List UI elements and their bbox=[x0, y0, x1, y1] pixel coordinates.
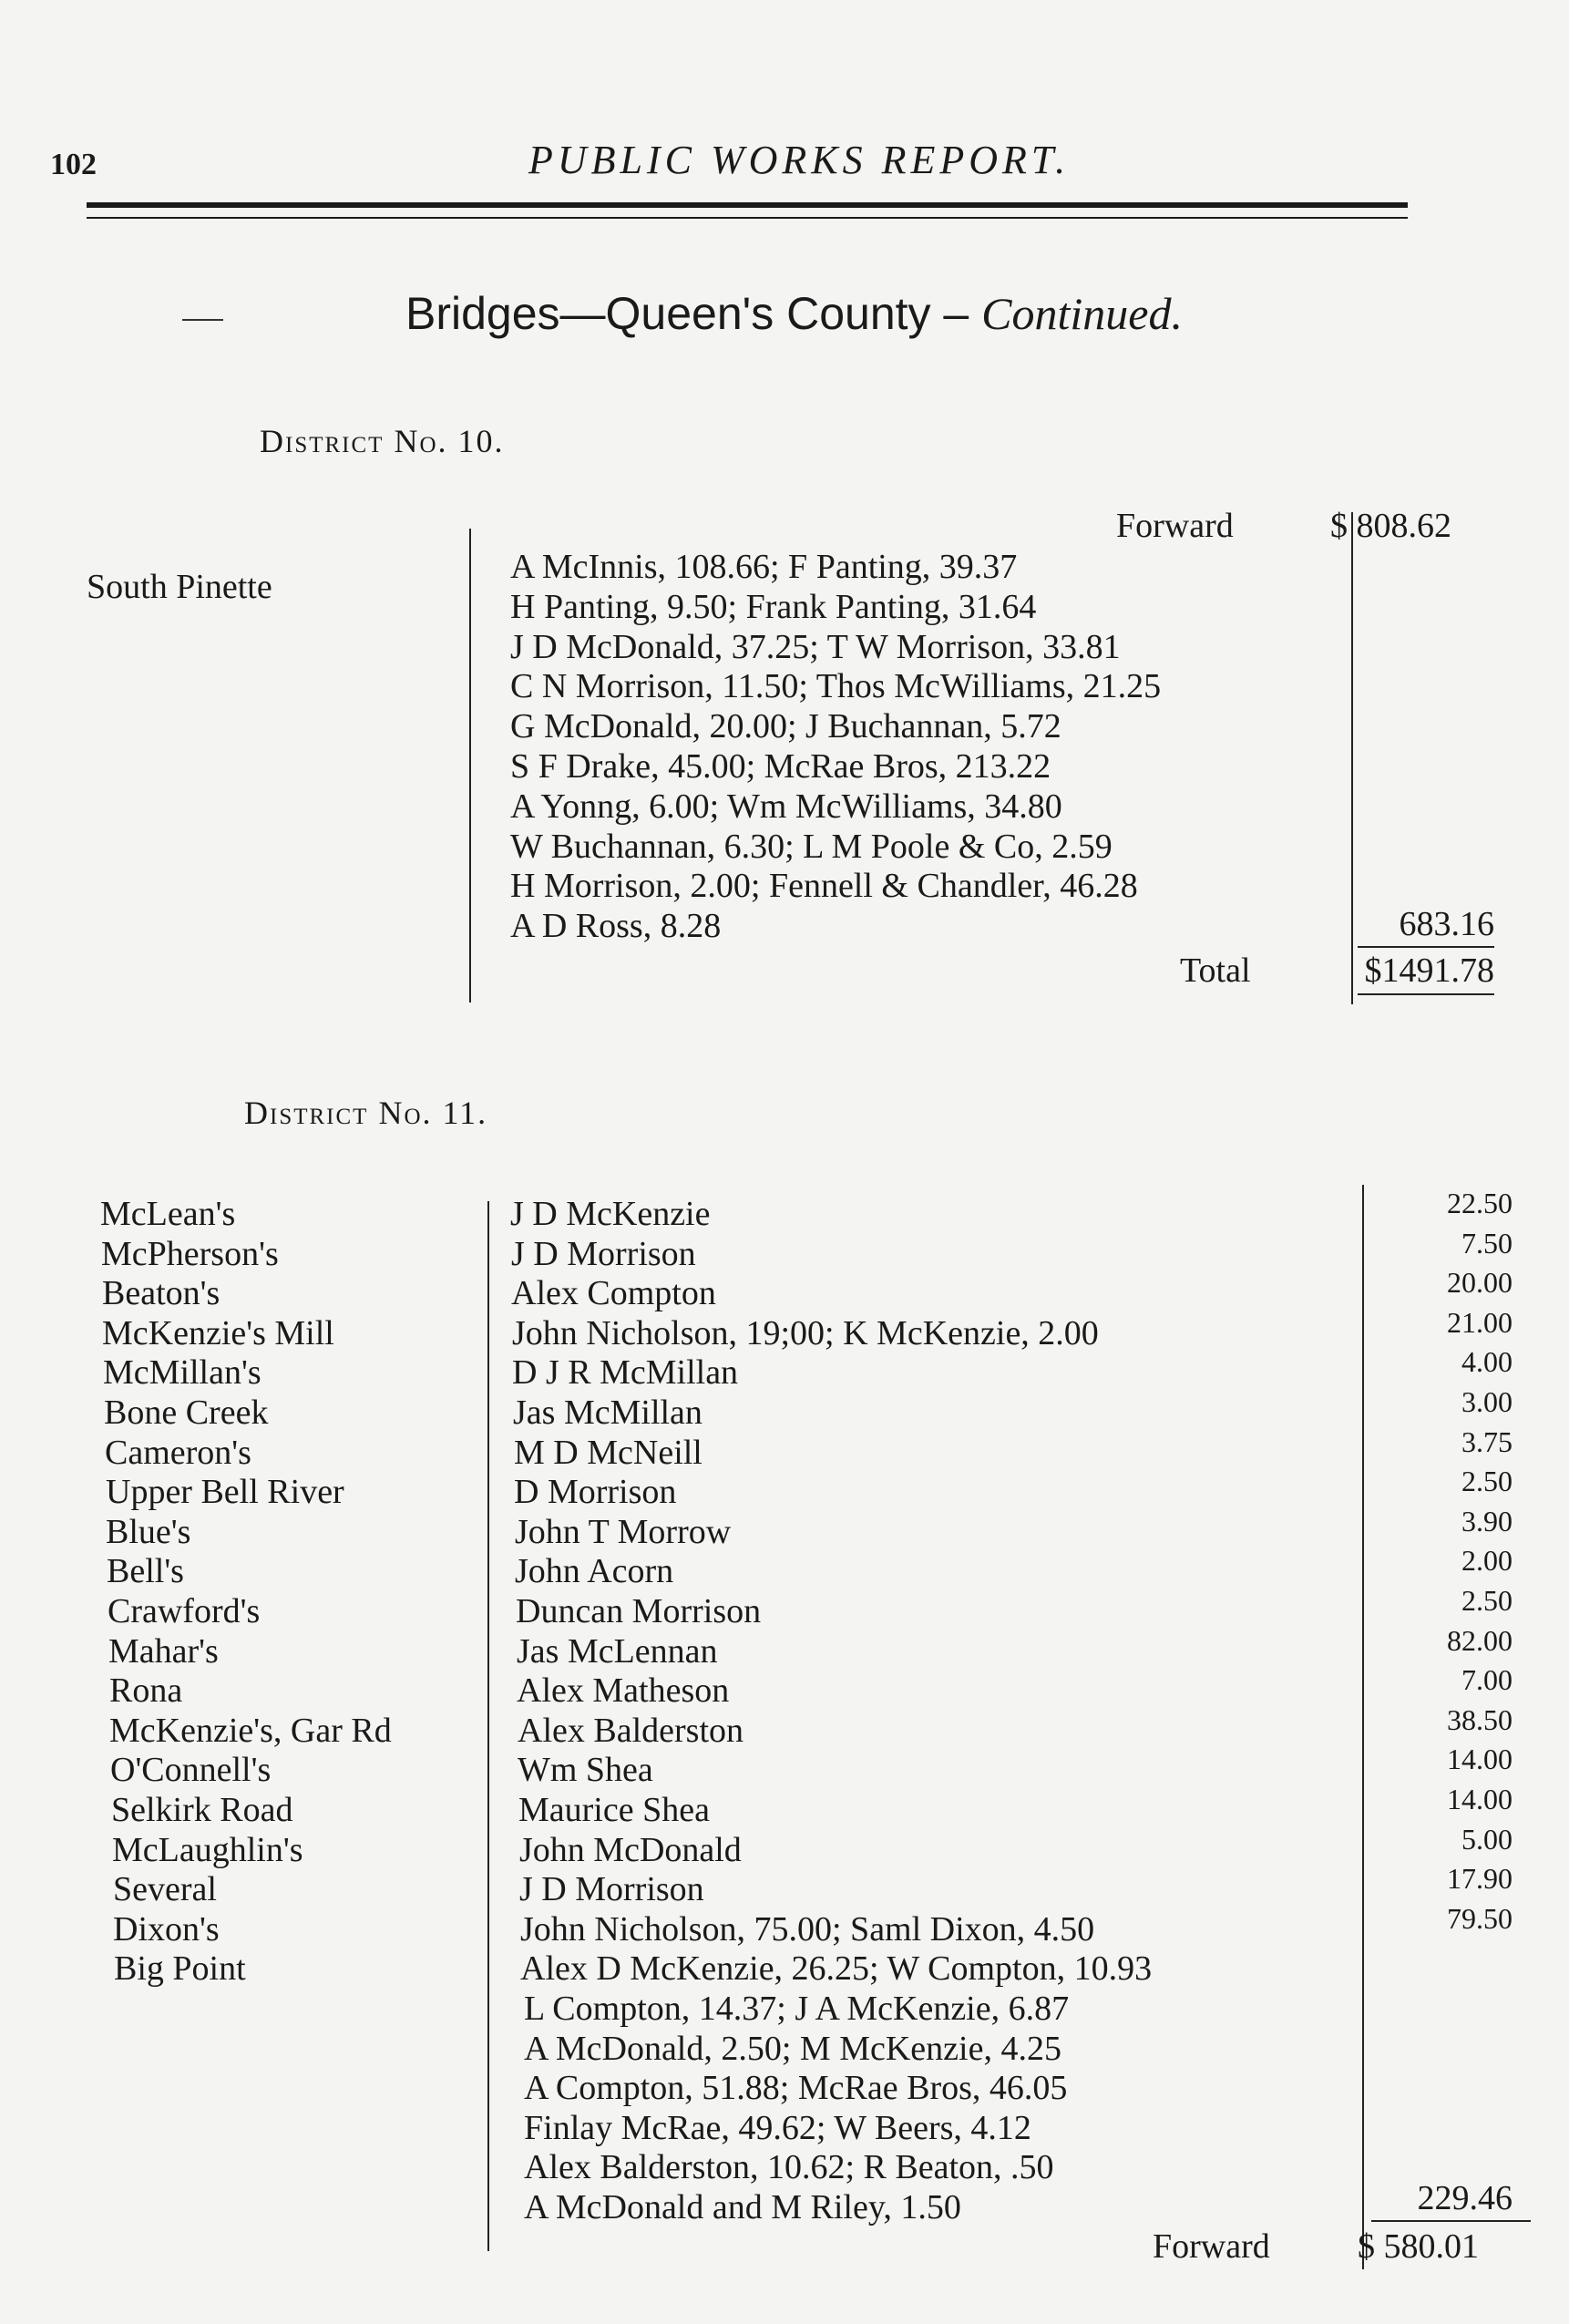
district-11-payee: J D Morrison bbox=[511, 1234, 696, 1273]
district-11-payee: D J R McMillan bbox=[512, 1353, 739, 1393]
district-11-place: Bell's bbox=[107, 1552, 184, 1591]
district-11-amount: 82.00 bbox=[1447, 1623, 1513, 1657]
district-11-place: Cameron's bbox=[105, 1433, 251, 1472]
district-11-payee: John Nicholson, 19;00; K McKenzie, 2.00 bbox=[512, 1313, 1099, 1352]
district-11-payee: Alex D McKenzie, 26.25; W Compton, 10.93 bbox=[520, 1949, 1153, 1989]
district-11-extra-entry: L Compton, 14.37; J A McKenzie, 6.87 bbox=[524, 1990, 1070, 2028]
district-11-payee: D Morrison bbox=[514, 1473, 677, 1512]
district-11-payee: J D McKenzie bbox=[510, 1195, 711, 1233]
district-11-amount: 2.50 bbox=[1461, 1584, 1513, 1617]
district-11-payee: Jas McMillan bbox=[513, 1393, 702, 1432]
district-11-payee: J D Morrison bbox=[519, 1870, 704, 1909]
district-10-entry: G McDonald, 20.00; J Buchannan, 5.72 bbox=[510, 707, 1061, 746]
district-11-amount: 3.75 bbox=[1461, 1424, 1513, 1458]
header-rule-thin bbox=[87, 217, 1408, 219]
district-11-amount: 2.50 bbox=[1461, 1465, 1513, 1498]
district-11-payee: Alex Matheson bbox=[517, 1671, 730, 1711]
district-11-place: O'Connell's bbox=[110, 1751, 272, 1790]
district-11-place: McPherson's bbox=[101, 1234, 279, 1273]
district-11-extra-entry: Alex Balderston, 10.62; R Beaton, .50 bbox=[524, 2148, 1054, 2187]
district-11-payee: Alex Compton bbox=[511, 1274, 716, 1313]
district-11-place: Big Point bbox=[114, 1949, 246, 1989]
district-11-amount: 2.00 bbox=[1461, 1544, 1513, 1578]
district-10-entry: A Yonng, 6.00; Wm McWilliams, 34.80 bbox=[510, 787, 1062, 826]
district-11-amount: 3.00 bbox=[1461, 1385, 1513, 1418]
district-10-subtotal: 683.16 bbox=[1399, 905, 1494, 943]
district-11-extra-entry: A McDonald, 2.50; M McKenzie, 4.25 bbox=[524, 2029, 1061, 2068]
district-11-amount: 17.90 bbox=[1447, 1862, 1513, 1896]
district-11-place: Blue's bbox=[106, 1512, 191, 1551]
district-11-amount: 20.00 bbox=[1447, 1266, 1513, 1300]
district-10-entry: A D Ross, 8.28 bbox=[510, 907, 722, 946]
district-11-amount: 79.50 bbox=[1447, 1901, 1513, 1935]
district-11-amount: 21.00 bbox=[1447, 1305, 1513, 1339]
district-10-forward-amount: $ 808.62 bbox=[1330, 507, 1451, 545]
district-11-payee: John Nicholson, 75.00; Saml Dixon, 4.50 bbox=[520, 1909, 1095, 1949]
section-title-text: Bridges—Queen's County bbox=[405, 288, 931, 339]
district-10-entry: J D McDonald, 37.25; T W Morrison, 33.81 bbox=[510, 627, 1121, 666]
district-10-heading: District No. 10. bbox=[260, 423, 505, 459]
district-10-place: South Pinette bbox=[87, 568, 272, 606]
district-11-amount: 22.50 bbox=[1447, 1187, 1513, 1219]
district-11-place: Rona bbox=[109, 1671, 183, 1711]
district-10-entry: A McInnis, 108.66; F Panting, 39.37 bbox=[510, 548, 1018, 586]
district-10-entry: H Panting, 9.50; Frank Panting, 31.64 bbox=[510, 587, 1037, 626]
district-11-amount: 38.50 bbox=[1447, 1702, 1513, 1736]
district-11-amount: 5.00 bbox=[1461, 1822, 1513, 1856]
district-11-left-rule bbox=[487, 1201, 489, 2251]
margin-dash bbox=[182, 319, 223, 321]
district-11-amount: 3.90 bbox=[1461, 1504, 1513, 1537]
district-10-total-amount: $1491.78 bbox=[1364, 951, 1494, 990]
district-11-payee: Wm Shea bbox=[518, 1751, 653, 1790]
section-title-suffix: Continued. bbox=[981, 288, 1183, 339]
district-10-entry: H Morrison, 2.00; Fennell & Chandler, 46.28 bbox=[510, 867, 1138, 906]
district-11-place: Selkirk Road bbox=[111, 1791, 293, 1829]
district-11-forward-label: Forward bbox=[1153, 2227, 1270, 2266]
district-11-forward-amount: $ 580.01 bbox=[1358, 2227, 1479, 2266]
big-point-subtotal: 229.46 bbox=[1417, 2179, 1513, 2217]
district-10-total-label: Total bbox=[1180, 951, 1251, 990]
district-11-payee: Jas McLennan bbox=[517, 1631, 718, 1671]
district-11-extra-entry: A Compton, 51.88; McRae Bros, 46.05 bbox=[524, 2069, 1068, 2108]
district-11-subtotal-rule bbox=[1371, 2220, 1531, 2222]
district-11-payee: John T Morrow bbox=[515, 1512, 732, 1551]
district-10-entry: W Buchannan, 6.30; L M Poole & Co, 2.59 bbox=[510, 827, 1113, 866]
running-title: PUBLIC WORKS REPORT. bbox=[528, 138, 1071, 182]
district-11-amount: 14.00 bbox=[1447, 1743, 1513, 1776]
district-11-place: Dixon's bbox=[113, 1909, 220, 1949]
district-11-place: Crawford's bbox=[108, 1592, 261, 1630]
district-11-place: McLaughlin's bbox=[112, 1830, 303, 1869]
district-11-heading: District No. 11. bbox=[244, 1095, 488, 1131]
district-11-extra-entry: Finlay McRae, 49.62; W Beers, 4.12 bbox=[524, 2108, 1031, 2147]
district-11-place: Beaton's bbox=[102, 1274, 220, 1313]
district-11-amount: 14.00 bbox=[1447, 1783, 1513, 1815]
district-11-place: McKenzie's Mill bbox=[102, 1313, 334, 1352]
district-11-place: Mahar's bbox=[108, 1631, 219, 1671]
district-11-payee: Alex Balderston bbox=[518, 1711, 744, 1750]
district-10-entry: C N Morrison, 11.50; Thos McWilliams, 21.25 bbox=[510, 667, 1162, 706]
page-number: 102 bbox=[50, 148, 97, 181]
district-11-extra-entry: A McDonald and M Riley, 1.50 bbox=[524, 2188, 961, 2226]
district-10-entry: S F Drake, 45.00; McRae Bros, 213.22 bbox=[510, 747, 1051, 786]
district-11-amount: 4.00 bbox=[1461, 1345, 1513, 1379]
district-11-payee: Duncan Morrison bbox=[516, 1592, 762, 1630]
district-10-subtotal-rule bbox=[1358, 946, 1494, 948]
district-11-place: Upper Bell River bbox=[106, 1473, 344, 1512]
district-11-place: Bone Creek bbox=[104, 1393, 269, 1432]
district-11-place: Several bbox=[113, 1870, 217, 1909]
district-10-left-rule bbox=[469, 529, 471, 1003]
district-11-amount: 7.50 bbox=[1461, 1226, 1513, 1260]
district-11-payee: Maurice Shea bbox=[518, 1791, 710, 1829]
district-10-forward-label: Forward bbox=[1116, 507, 1234, 545]
section-title: Bridges—Queen's County – Continued. bbox=[405, 288, 1183, 339]
district-11-payee: John Acorn bbox=[515, 1552, 674, 1591]
district-10-total-rule bbox=[1358, 993, 1494, 995]
district-11-place: McKenzie's, Gar Rd bbox=[109, 1711, 392, 1750]
district-11-place: McMillan's bbox=[103, 1353, 262, 1393]
district-11-payee: M D McNeill bbox=[514, 1433, 702, 1472]
header-rule-thick bbox=[87, 202, 1408, 208]
district-11-payee: John McDonald bbox=[519, 1830, 742, 1869]
district-11-place: McLean's bbox=[100, 1195, 236, 1233]
district-11-amount: 7.00 bbox=[1461, 1663, 1513, 1697]
